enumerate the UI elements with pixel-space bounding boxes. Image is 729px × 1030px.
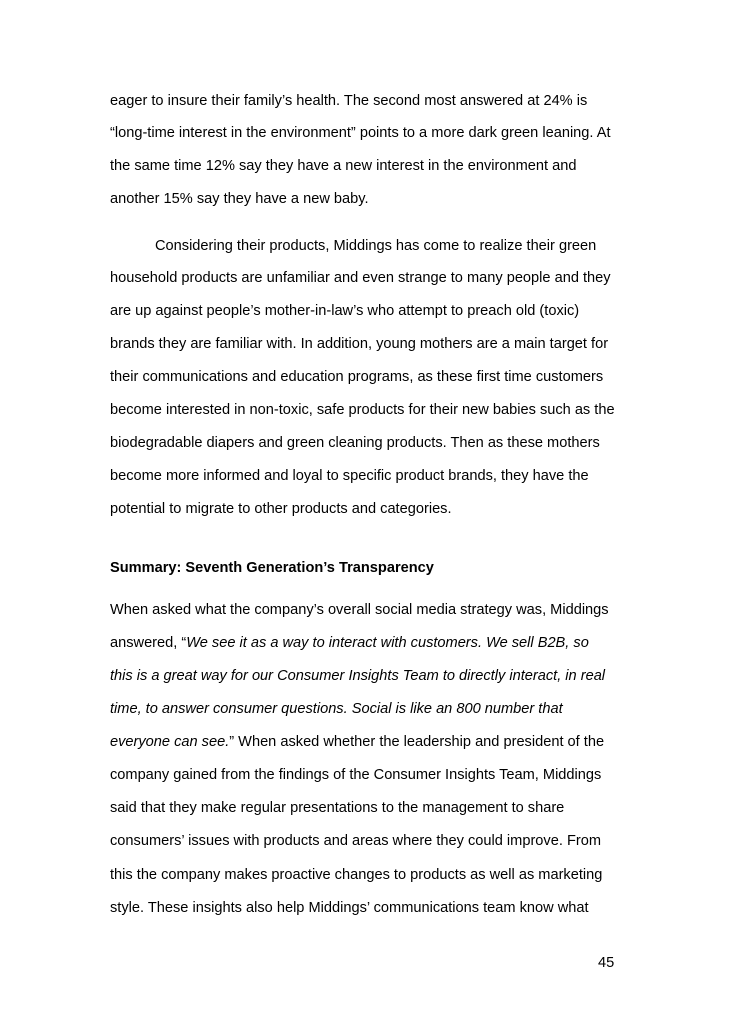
paragraph-line: biodegradable diapers and green cleaning products. Then as these mothers <box>110 435 600 451</box>
paragraph-line: company gained from the findings of the Consumer Insights Team, Middings <box>110 767 602 783</box>
paragraph-line: said that they make regular presentations to the management to share <box>110 800 565 816</box>
paragraph-line: When asked what the company’s overall social media strategy was, Middings <box>110 602 609 618</box>
paragraph-line: another 15% say they have a new baby. <box>110 191 369 207</box>
paragraph-line: consumers’ issues with products and areas where they could improve. From <box>110 833 601 849</box>
paragraph-line: become interested in non-toxic, safe products for their new babies such as the <box>110 402 615 418</box>
paragraph-line: answered, “We see it as a way to interact with customers. We sell B2B, so <box>110 635 589 651</box>
paragraph-line: become more informed and loyal to specific product brands, they have the <box>110 468 589 484</box>
paragraph-line: potential to migrate to other products and categories. <box>110 501 452 517</box>
paragraph-line: the same time 12% say they have a new interest in the environment and <box>110 158 577 174</box>
paragraph-line: Considering their products, Middings has come to realize their green <box>155 238 597 254</box>
paragraph-line: eager to insure their family’s health. The second most answered at 24% is <box>110 93 588 109</box>
paragraph-line: this the company makes proactive changes to products as well as marketing <box>110 867 603 883</box>
paragraph-line: brands they are familiar with. In addition, young mothers are a main target for <box>110 336 609 352</box>
paragraph-line: “long-time interest in the environment” points to a more dark green leaning. At <box>110 125 611 141</box>
paragraph-line: household products are unfamiliar and even strange to many people and they <box>110 270 611 286</box>
paragraph-line: everyone can see.” When asked whether the leadership and president of the <box>110 734 605 750</box>
paragraph-line: their communications and education programs, as these first time customers <box>110 369 604 385</box>
section-heading: Summary: Seventh Generation’s Transparency <box>110 560 434 576</box>
paragraph-line: this is a great way for our Consumer Insights Team to directly interact, in real <box>110 668 606 684</box>
paragraph-line: are up against people’s mother-in-law’s who attempt to preach old (toxic) <box>110 303 580 319</box>
page-number: 45 <box>598 955 615 971</box>
paragraph-line: time, to answer consumer questions. Social is like an 800 number that <box>110 701 563 717</box>
paragraph-line: style. These insights also help Middings’ communications team know what <box>110 900 589 916</box>
